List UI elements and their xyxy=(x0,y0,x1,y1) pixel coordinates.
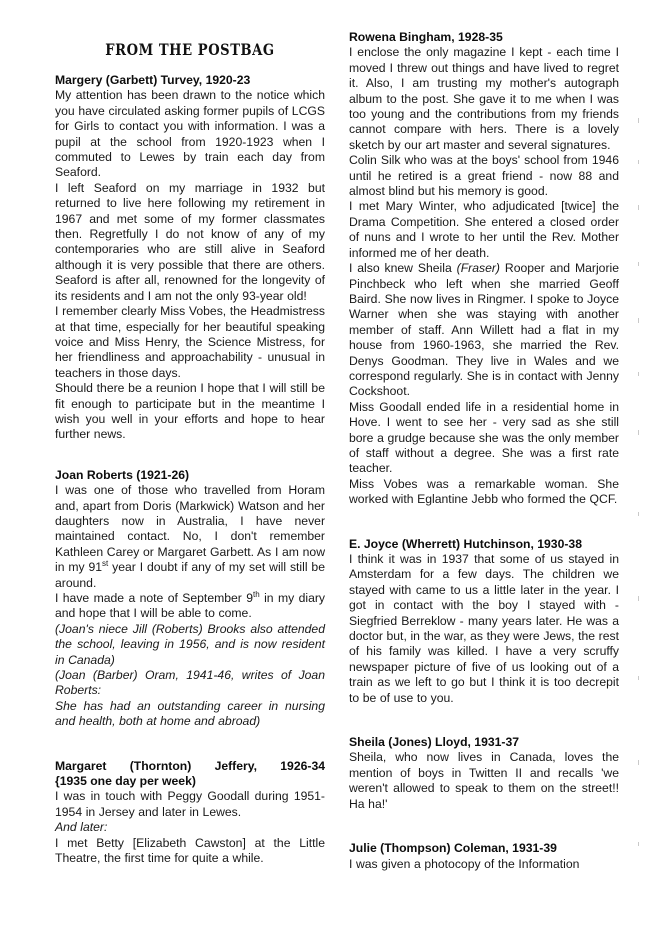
entry-heading: Margery (Garbett) Turvey, 1920-23 xyxy=(55,73,251,87)
entry-paragraph: Should there be a reunion I hope that I will still be fit enough to participate but in the meantime I wish you well in your efforts and hope to hear further news. xyxy=(55,381,325,442)
right-column xyxy=(349,30,619,941)
scan-artifact xyxy=(638,262,639,266)
scan-artifact xyxy=(638,596,639,601)
entry-paragraph-italic: (Joan (Barber) Oram, 1941-46, writes of Joan Roberts: xyxy=(55,668,325,698)
paragraph-text-part: in my diary and hope that I will be able to come. xyxy=(55,591,325,621)
scan-artifact xyxy=(638,676,639,680)
scan-artifact xyxy=(638,118,639,123)
entry-paragraph-italic: (Joan's niece Jill (Roberts) Brooks also attended the school, leaving in 1956, and is now resident in Canada) xyxy=(55,621,325,667)
entry-paragraph: Colin Silk who was at the boys' school from 1946 until he retired is a great friend - now 88 and almost blind but his memory is good. xyxy=(349,153,619,199)
entry-paragraph: I remember clearly Miss Vobes, the Headmistress at that time, especially for her beautiful speaking voice and Miss Henry, the Science Mistress, for her friendliness and approachability - unusual in teachers in those days. xyxy=(55,304,325,380)
spacer xyxy=(349,720,619,735)
paragraph-text-part: year I doubt if any of my set will still be around. xyxy=(55,560,325,590)
paragraph-text-part: Rooper and Marjorie Pinchbeck who left when she married Geoff Baird. She now lives in Ringmer. I spoke to Joyce Warner when she was staying with another member of staff. Ann Willett had a flat in my house from 1960-1963, she married the Rev. Denys Goodman. They live in Wales and we correspond regularly. She is in contact with Jenny Cockshoot. xyxy=(349,261,620,399)
entry-paragraph: I was given a photocopy of the Information xyxy=(349,856,580,871)
entry-paragraph: My attention has been drawn to the notice which you have circulated asking former pupils of LCGS for Girls to contact you with information. I was a pupil at the school from 1920-1923 when I commuted to Lewes by train each day from Seaford. xyxy=(55,88,325,180)
entry-heading: Joan Roberts (1921-26) xyxy=(55,467,190,482)
scan-artifact xyxy=(638,372,639,376)
maiden-name-italic: (Fraser) xyxy=(456,261,500,276)
entry-joyce-hutchinson xyxy=(349,537,619,706)
entry-paragraph: I met Mary Winter, who adjudicated [twice] the Drama Competition. She entered a closed order of nuns and I wrote to her until the Rev. Mother informed me of her death. xyxy=(349,199,619,260)
scan-artifact xyxy=(638,205,639,210)
entry-heading: E. Joyce (Wherrett) Hutchinson, 1930-38 xyxy=(349,536,582,551)
entry-paragraph xyxy=(349,261,619,400)
entry-paragraph xyxy=(55,591,325,622)
scan-artifact xyxy=(638,160,639,164)
entry-heading: Julie (Thompson) Coleman, 1931-39 xyxy=(349,841,557,856)
scan-artifact xyxy=(638,842,639,846)
entry-margaret-jeffery xyxy=(55,759,325,867)
entry-paragraph xyxy=(55,483,325,591)
entry-paragraph: I enclose the only magazine I kept - each time I moved I threw out things and have lived to regret it. Also, I am trusting my mother's autograph album to the post. She gave it to me when I was too young and the contributions from my friends cannot compare with hers. There is a lovely sketch by our art master and several signatures. xyxy=(349,45,619,152)
spacer xyxy=(55,457,325,468)
spacer xyxy=(55,744,325,759)
entry-heading: Sheila (Jones) Lloyd, 1931-37 xyxy=(349,735,520,750)
entry-heading: Rowena Bingham, 1928-35 xyxy=(349,30,503,44)
entry-paragraph-italic: She has had an outstanding career in nursing and health, both at home and abroad) xyxy=(55,698,325,729)
ordinal-suffix: st xyxy=(102,559,109,569)
page-title: FROM THE POSTBAG xyxy=(105,40,275,59)
scan-artifact xyxy=(638,430,639,435)
paragraph-text-part: I was one of those who travelled from Horam and, apart from Doris (Markwick) Watson and her daughters now in Australia, I have never maintained contact. No, I don't remember Kathleen Carey or Margaret Garbett. As I am now in my 91 xyxy=(55,483,325,575)
entry-paragraph: I left Seaford on my marriage in 1932 but returned to live here following my retirement in 1967 and met some of my former classmates then. Regretfully I do not know of any of my contemporaries who are still alive in Seaford although it is very possible that there are others. Seaford is after all, renowned for the longevity of its residents and I am not the only 93-year old! xyxy=(55,180,325,303)
scan-artifact xyxy=(638,512,639,516)
scan-artifact xyxy=(638,318,639,323)
entry-joan-roberts xyxy=(55,468,325,730)
paragraph-text-part: I have made a note of September 9 xyxy=(55,591,254,605)
spacer xyxy=(349,826,619,841)
entry-paragraph: Miss Vobes was a remarkable woman. She worked with Eglantine Jebb who formed the QCF. xyxy=(349,476,619,507)
left-column xyxy=(55,30,325,941)
entry-margery-turvey xyxy=(55,73,325,443)
entry-heading: Margaret (Thornton) Jeffery, 1926-34 xyxy=(55,758,325,773)
entry-paragraph: I met Betty [Elizabeth Cawston] at the Little Theatre, the first time for quite a while. xyxy=(55,835,325,866)
entry-sheila-lloyd xyxy=(349,735,619,812)
scan-artifact xyxy=(638,760,639,765)
entry-rowena-bingham xyxy=(349,30,619,508)
ordinal-suffix: th xyxy=(253,589,260,599)
paragraph-text-part: I also knew Sheila xyxy=(349,261,457,276)
entry-paragraph-italic: And later: xyxy=(55,820,108,835)
entry-heading-line2: {1935 one day per week) xyxy=(55,774,196,789)
entry-paragraph: Miss Goodall ended life in a residential home in Hove. I went to see her - very sad as she still bore a grudge because she was the only member of staff without a degree. She was a first rate teacher. xyxy=(349,399,619,476)
entry-paragraph: I was in touch with Peggy Goodall during 1951-1954 in Jersey and later in Lewes. xyxy=(55,789,325,819)
entry-paragraph: Sheila, who now lives in Canada, loves the mention of boys in Twitten II and recalls 'we weren't allowed to speak to them on the street!! Ha ha!' xyxy=(349,750,619,811)
spacer xyxy=(349,522,619,537)
entry-paragraph: I think it was in 1937 that some of us stayed in Amsterdam for a few days. The children we stayed with came to us a little later in the year. I got in contact with the boy I stayed with - Siegfried Berreklow - many years later. He was a doctor but, in the war, as they were Jews, the rest of his family was killed. I have a very scruffy newspaper picture of five of us looking out of a train as we left to go but I think it is too decrepit to be of use to you. xyxy=(349,552,619,705)
entry-julie-coleman xyxy=(349,841,619,872)
